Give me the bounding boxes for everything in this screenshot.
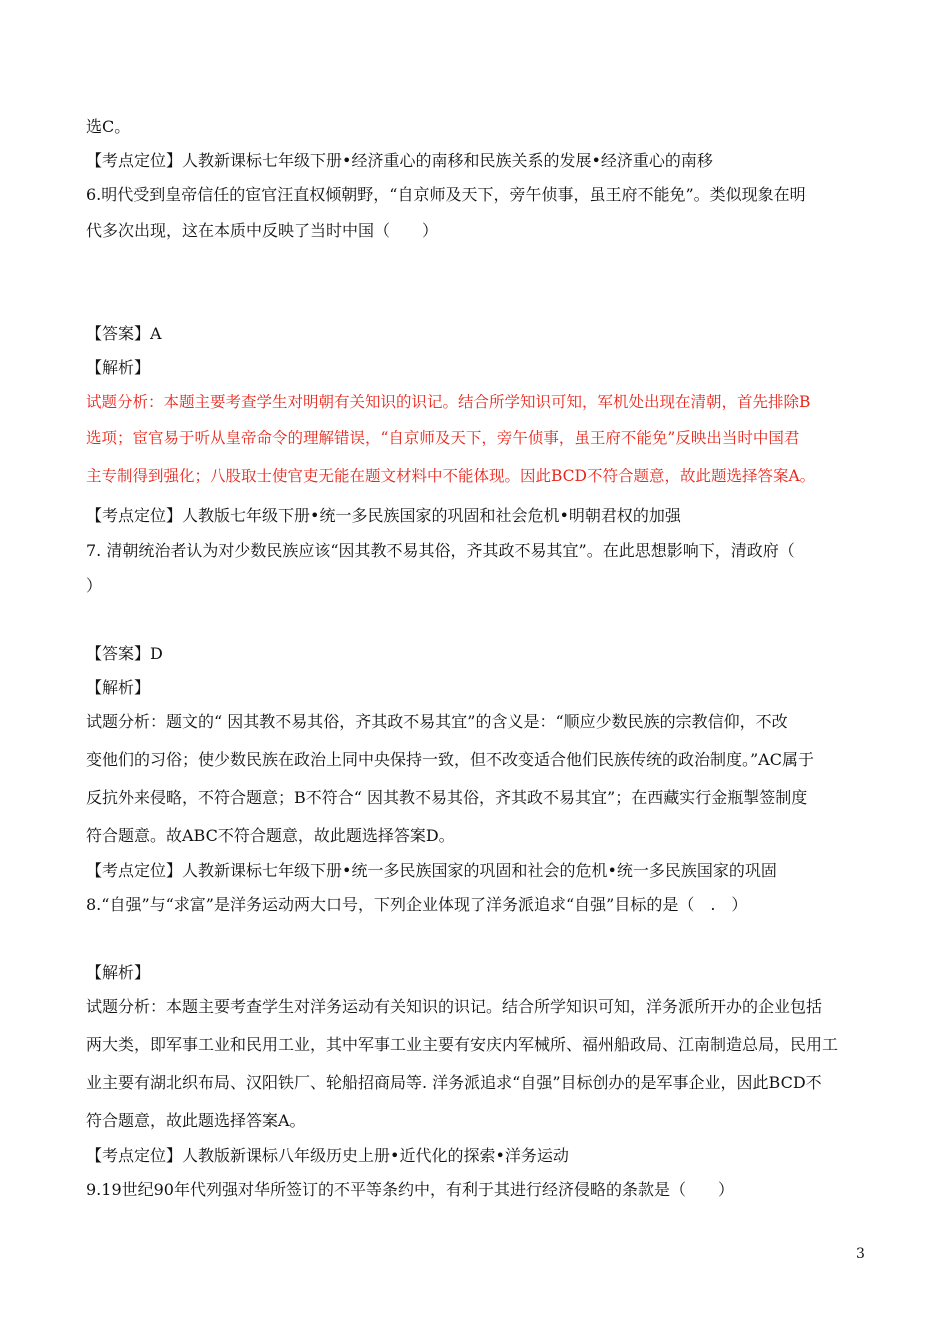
question-9-text: 9.19世纪90年代列强对华所签订的不平等条约中，有利于其进行经济侵略的条款是（ ） [86,1180,734,1199]
analysis-text: 两大类，即军事工业和民用工业，其中军事工业主要有安庆内军械所、福州船政局、江南制造总局，民用工 [86,1035,839,1054]
answer-label: 【答案】D [86,644,163,663]
analysis-label: 【解析】 [86,963,151,982]
analysis-text-highlight: 选项；宦官易于听从皇帝命令的理解错误，“自京师及天下，旁午侦事，虽王府不能免”反映出当时中国君 [86,429,800,447]
question-8-text: 8.“自强”与“求富”是洋务运动两大口号，下列企业体现了洋务派追求“自强”目标的是（ . ） [86,895,748,914]
knowledge-point: 【考点定位】人教版新课标八年级历史上册•近代化的探索•洋务运动 [86,1146,569,1165]
question-6-text: 6.明代受到皇帝信任的宦官汪直权倾朝野，“自京师及天下，旁午侦事，虽王府不能免”。类似现象在明 [86,185,806,204]
knowledge-point: 【考点定位】人教新课标七年级下册•统一多民族国家的巩固和社会的危机•统一多民族国家的巩固 [86,861,777,880]
analysis-text-highlight: 试题分析：本题主要考查学生对明朝有关知识的识记。结合所学知识可知，军机处出现在清朝，首先排除B [86,393,811,411]
page-number: 3 [856,1246,865,1262]
analysis-text: 业主要有湖北织布局、汉阳铁厂、轮船招商局等. 洋务派追求“自强”目标创办的是军事企业，因此BCD不 [86,1073,822,1092]
analysis-label: 【解析】 [86,358,151,377]
question-7-text-cont: ） [86,576,103,595]
question-6-text-cont: 代多次出现，这在本质中反映了当时中国（ ） [86,221,439,240]
answer-label: 【答案】A [86,324,162,343]
analysis-text: 符合题意。故ABC不符合题意，故此题选择答案D。 [86,826,455,845]
knowledge-point: 【考点定位】人教版七年级下册•统一多民族国家的巩固和社会危机•明朝君权的加强 [86,506,681,525]
answer-conclusion: 选C。 [86,117,131,136]
question-7-text: 7. 清朝统治者认为对少数民族应该“因其教不易其俗，齐其政不易其宜”。在此思想影响下，清政府（ [86,541,795,560]
analysis-text-highlight: 主专制得到强化；八股取士使官吏无能在题文材料中不能体现。因此BCD不符合题意，故此题选择答案A。 [86,467,816,485]
analysis-text: 试题分析：题文的“ 因其教不易其俗，齐其政不易其宜”的含义是：“顺应少数民族的宗教信仰，不改 [86,712,788,731]
knowledge-point: 【考点定位】人教新课标七年级下册•经济重心的南移和民族关系的发展•经济重心的南移 [86,151,713,170]
analysis-text: 变他们的习俗；使少数民族在政治上同中央保持一致，但不改变适合他们民族传统的政治制度。”AC属于 [86,750,814,769]
analysis-text: 试题分析：本题主要考查学生对洋务运动有关知识的识记。结合所学知识可知，洋务派所开办的企业包括 [86,997,823,1016]
analysis-label: 【解析】 [86,678,151,697]
analysis-text: 反抗外来侵略，不符合题意；B不符合“ 因其教不易其俗，齐其政不易其宜”；在西藏实行金瓶掣签制度 [86,788,808,807]
analysis-text: 符合题意，故此题选择答案A。 [86,1111,306,1130]
